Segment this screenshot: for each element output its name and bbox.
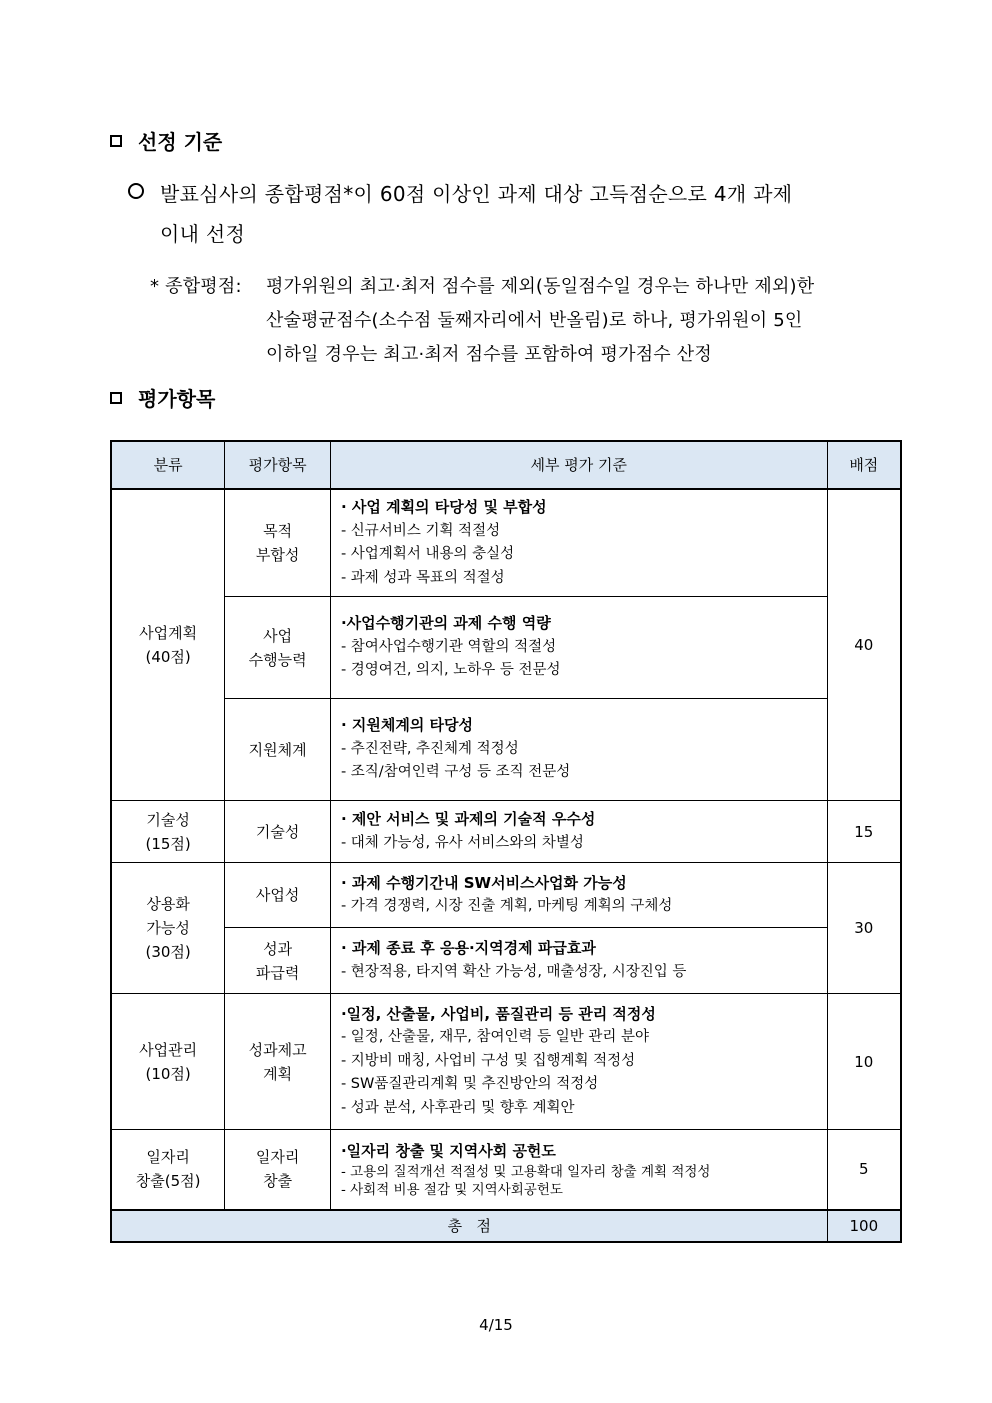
- category-label: 상용화: [146, 895, 190, 913]
- total-row: [111, 1210, 901, 1242]
- criteria-line-2: 이내 선정: [160, 222, 246, 246]
- item-label: 사업: [263, 626, 293, 645]
- criteria-sub: - 조직/참여인력 구성 등 조직 전문성: [340, 764, 571, 781]
- criteria-sub: - 추진전략, 추진체계 적정성: [340, 740, 519, 757]
- category-points: 창출(5점): [135, 1172, 201, 1191]
- item-label: 파급력: [255, 963, 300, 982]
- criteria-sub: - 참여사업수행기관 역할의 적절성: [340, 638, 557, 655]
- category-cell: [111, 994, 225, 1130]
- footnote-line-3: 이하일 경우는 최고·최저 점수를 포함하여 평가점수 산정: [266, 344, 712, 365]
- criteria-sub: - 고용의 질적개선 적절성 및 고용확대 일자리 창출 계획 적정성: [340, 1164, 711, 1180]
- item-cell: [225, 489, 331, 597]
- table-row: [111, 863, 901, 928]
- criteria-sub: - 사회적 비용 절감 및 지역사회공헌도: [340, 1182, 563, 1198]
- category-cell: [111, 863, 225, 994]
- item-label: 성과제고: [248, 1040, 307, 1059]
- criteria-sub: - 과제 성과 목표의 적절성: [340, 569, 505, 586]
- category-points: (40점): [145, 648, 191, 666]
- item-label: 부합성: [255, 546, 300, 564]
- category-cell: [111, 801, 225, 863]
- category-cell: [111, 1130, 225, 1210]
- criteria-cell: [330, 489, 827, 597]
- criteria-main: ·일정, 산출물, 사업비, 품질관리 등 관리 적정성: [340, 1004, 656, 1023]
- criteria-main: · 사업 계획의 타당성 및 부합성: [340, 498, 547, 516]
- criteria-sub: - 성과 분석, 사후관리 및 향후 계획안: [340, 1099, 575, 1116]
- item-label: 수행능력: [248, 650, 307, 669]
- total-score: 100: [827, 1210, 901, 1242]
- item-cell: [225, 1130, 331, 1210]
- criteria-sub: - 일정, 산출물, 재무, 참여인력 등 일반 관리 분야: [340, 1029, 650, 1046]
- table-row: [111, 928, 901, 994]
- criteria-cell: [330, 1130, 827, 1210]
- item-cell: 사업성: [225, 863, 331, 928]
- checkbox-square-icon: [110, 135, 122, 147]
- criteria-sub: - 가격 경쟁력, 시장 진출 계획, 마케팅 계획의 구체성: [340, 898, 673, 914]
- header-category: 분류: [111, 441, 225, 489]
- criteria-sub: - 대체 가능성, 유사 서비스와의 차별성: [340, 834, 584, 851]
- criteria-line-1: 발표심사의 종합평점*이 60점 이상인 과제 대상 고득점순으로 4개 과제: [160, 182, 793, 206]
- score-cell: 30: [827, 863, 901, 994]
- footnote-line-1: 평가위원의 최고·최저 점수를 제외(동일점수일 경우는 하나만 제외)한: [266, 276, 815, 297]
- criteria-cell: [330, 994, 827, 1130]
- criteria-main: · 과제 수행기간내 SW서비스사업화 가능성: [340, 873, 627, 892]
- item-cell: 기술성: [225, 801, 331, 863]
- header-criteria: 세부 평가 기준: [330, 441, 827, 489]
- table-row: [111, 597, 901, 699]
- item-cell: 지원체계: [225, 699, 331, 801]
- item-label: 성과: [263, 939, 293, 958]
- header-score: 배점: [827, 441, 901, 489]
- criteria-sub: - 지방비 매칭, 사업비 구성 및 집행계획 적정성: [340, 1052, 636, 1069]
- item-label: 목적: [263, 522, 293, 540]
- table-row: [111, 994, 901, 1130]
- category-label: 사업관리: [139, 1040, 198, 1059]
- criteria-main: · 지원체계의 타당성: [340, 716, 474, 735]
- category-cell: [111, 489, 225, 801]
- score-cell: 10: [827, 994, 901, 1130]
- table-header-row: [111, 441, 901, 489]
- score-cell: 40: [827, 489, 901, 801]
- checkbox-square-icon: [110, 392, 122, 404]
- category-label: 가능성: [146, 919, 190, 937]
- header-item: 평가항목: [225, 441, 331, 489]
- score-cell: 5: [827, 1130, 901, 1210]
- table-row: [111, 1130, 901, 1210]
- criteria-main: ·일자리 창출 및 지역사회 공헌도: [340, 1141, 556, 1160]
- category-label: 일자리: [146, 1148, 190, 1167]
- criteria-cell: [330, 699, 827, 801]
- category-points: (10점): [145, 1064, 191, 1083]
- criteria-cell: [330, 597, 827, 699]
- section-title: 선정 기준: [138, 130, 223, 154]
- criteria-sub: - 신규서비스 기획 적절성: [340, 522, 501, 539]
- criteria-cell: [330, 863, 827, 928]
- criteria-main: ·사업수행기관의 과제 수행 역량: [340, 614, 551, 633]
- section-heading-evaluation: [110, 383, 215, 412]
- section-heading-selection: [110, 126, 222, 155]
- page-number: 4/15: [479, 1316, 513, 1334]
- criteria-sub: - 현장적용, 타지역 확산 가능성, 매출성장, 시장진입 등: [340, 963, 687, 980]
- criteria-sub: - 경영여건, 의지, 노하우 등 전문성: [340, 662, 561, 679]
- category-label: 기술성: [146, 810, 190, 829]
- section-title: 평가항목: [138, 387, 216, 411]
- criteria-main: · 제안 서비스 및 과제의 기술적 우수성: [340, 810, 596, 828]
- criteria-cell: [330, 801, 827, 863]
- criteria-sub: - SW품질관리계획 및 추진방안의 적정성: [340, 1076, 599, 1093]
- table-row: [111, 699, 901, 801]
- item-label: 일자리: [255, 1148, 300, 1167]
- category-points: (30점): [145, 943, 191, 961]
- criteria-sub: - 사업계획서 내용의 충실성: [340, 546, 515, 562]
- criteria-main: · 과제 종료 후 응용·지역경제 파급효과: [340, 939, 596, 957]
- category-points: (15점): [145, 834, 191, 853]
- footnote-label: * 종합평점:: [150, 276, 242, 297]
- total-label: 총 점: [111, 1210, 827, 1242]
- item-label: 창출: [263, 1172, 293, 1191]
- evaluation-table: [110, 440, 902, 1243]
- item-cell: [225, 928, 331, 994]
- item-label: 계획: [263, 1064, 293, 1083]
- circle-bullet-icon: [128, 183, 144, 199]
- item-cell: [225, 597, 331, 699]
- footnote-line-2: 산술평균점수(소수점 둘째자리에서 반올림)로 하나, 평가위원이 5인: [266, 310, 803, 331]
- score-cell: 15: [827, 801, 901, 863]
- table-row: [111, 489, 901, 597]
- item-cell: [225, 994, 331, 1130]
- table-row: [111, 801, 901, 863]
- category-label: 사업계획: [139, 624, 198, 642]
- criteria-cell: [330, 928, 827, 994]
